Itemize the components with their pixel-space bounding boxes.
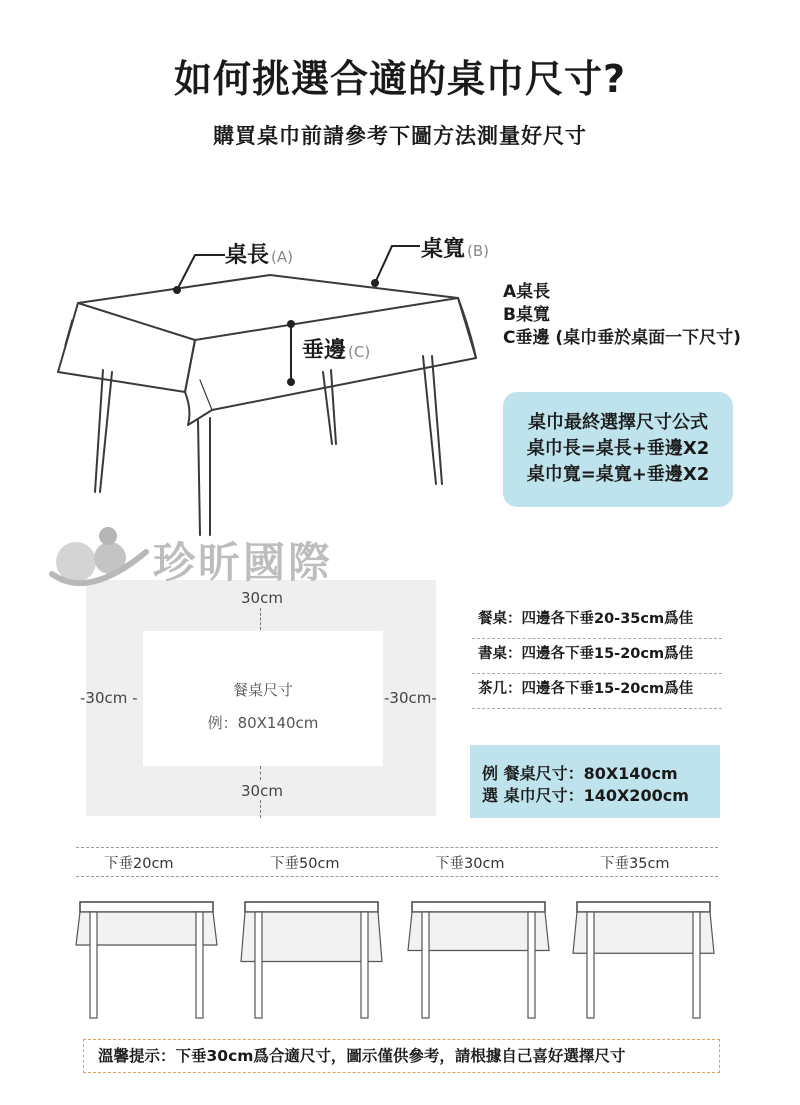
page-title: 如何挑選合適的桌巾尺寸? (173, 57, 627, 101)
drop-label-4: 下垂35cm (600, 856, 670, 872)
drop-label-3: 下垂30cm (435, 856, 505, 872)
right-drop-value: -30cm- (384, 689, 437, 707)
example-box (470, 745, 720, 818)
tablecloth-left-drape (58, 303, 195, 392)
formula-length: 桌巾長=桌長+垂邊X2 (526, 438, 710, 459)
bottom-drop-value: 30cm (241, 782, 283, 800)
length-label: 桌長 (A) (225, 243, 293, 268)
example-cloth-size: 選 桌巾尺寸：140X200cm (482, 786, 689, 805)
mini-table-3 (408, 902, 549, 1018)
drop-code: (C) (348, 343, 371, 361)
mini-table-2 (241, 902, 382, 1018)
dimension-legend (503, 281, 741, 350)
brand-logo (48, 522, 368, 592)
rule-desk: 書桌：四邊各下垂15-20cm爲佳 (472, 639, 722, 674)
width-label: 桌寬 (B) (421, 237, 490, 262)
brand-name: 珍昕國際 (153, 538, 334, 587)
length-code: (A) (271, 248, 293, 266)
table-leg-front-left (198, 420, 200, 535)
rule-coffee-table: 茶几：四邊各下垂15-20cm爲佳 (472, 674, 722, 709)
drop-label: 垂邊 (C) (302, 338, 371, 363)
mini-table-4 (573, 902, 714, 1018)
tablecloth-top (78, 275, 458, 340)
width-callout-line (375, 246, 420, 283)
top-drop-value: 30cm (241, 589, 283, 607)
legend-a: A桌長 (503, 282, 551, 302)
legend-b: B桌寬 (503, 305, 550, 325)
table-size-example: 例：80X140cm (207, 714, 319, 732)
width-code: (B) (467, 242, 490, 260)
table-size-area (143, 631, 383, 766)
table-leg-back-right-inner (331, 370, 336, 444)
mini-table-1 (76, 902, 217, 1018)
drop-label-2: 下垂50cm (270, 856, 340, 872)
table-leg-back-right (323, 372, 332, 444)
example-table-size: 例 餐桌尺寸：80X140cm (482, 764, 678, 783)
drop-label-1: 下垂20cm (104, 856, 174, 872)
table-size-title: 餐桌尺寸 (232, 681, 293, 699)
formula-title: 桌巾最終選擇尺寸公式 (528, 412, 708, 433)
brand-mark-icon (48, 522, 153, 592)
legend-c: C垂邊 (桌巾垂於桌面一下尺寸) (503, 328, 741, 348)
left-drop-value: -30cm - (80, 689, 138, 707)
page-subtitle: 購買桌巾前請參考下圖方法測量好尺寸 (213, 124, 587, 148)
drop-comparison-tables (0, 880, 800, 1030)
formula-box (503, 392, 733, 507)
rule-dining-table: 餐桌：四邊各下垂20-35cm爲佳 (472, 604, 722, 639)
formula-width: 桌巾寬=桌寬+垂邊X2 (526, 464, 710, 485)
warm-tip: 溫馨提示：下垂30cm爲合適尺寸，圖示僅供參考，請根據自己喜好選擇尺寸 (83, 1039, 720, 1073)
drop-rules-list (472, 604, 722, 709)
